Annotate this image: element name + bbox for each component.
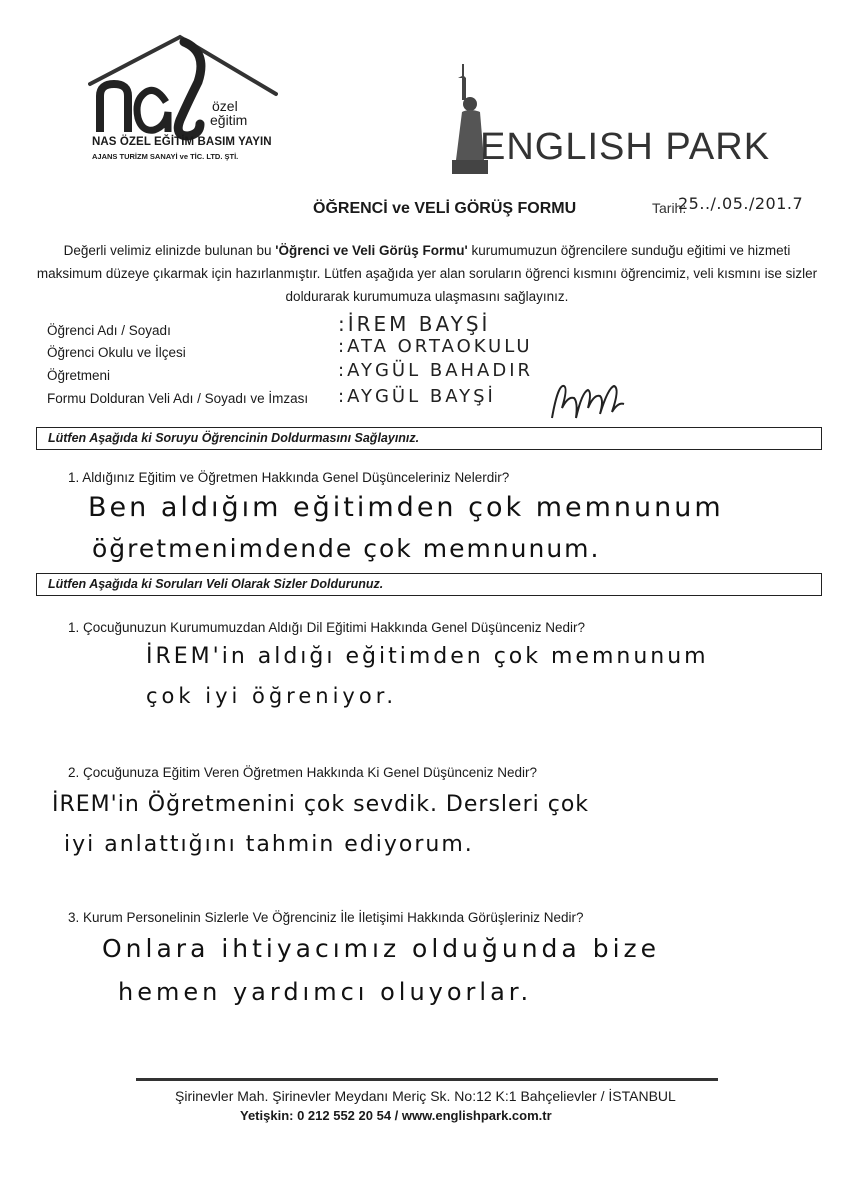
intro-paragraph (32, 239, 822, 308)
field-label-student-school: Öğrenci Okulu ve İlçesi (47, 345, 186, 360)
parent-answer-1-line-1: İREM'in aldığı eğitimden çok memnunum (146, 644, 709, 669)
date-value: 25../.05./201.7 (678, 194, 804, 213)
intro-form-name: 'Öğrenci ve Veli Görüş Formu' (275, 243, 468, 258)
nas-logo-egitim: eğitim (210, 112, 248, 128)
parent-signature (548, 378, 628, 426)
footer-address: Şirinevler Mah. Şirinevler Meydanı Meriç Sk. No:12 K:1 Bahçelievler / İSTANBUL (175, 1088, 676, 1104)
parent-answer-3-line-1: Onlara ihtiyacımız olduğunda bize (102, 934, 661, 963)
parent-question-1: 1. Çocuğunuzun Kurumumuzdan Aldığı Dil Eğitimi Hakkında Genel Düşünceniz Nedir? (68, 620, 586, 635)
parent-section-heading: Lütfen Aşağıda ki Soruları Veli Olarak Sizler Doldurunuz. (48, 577, 384, 591)
student-answer-1-line-2: öğretmenimdende çok memnunum. (92, 534, 601, 563)
parent-answer-1-line-2: çok iyi öğreniyor. (146, 684, 398, 708)
field-value-student-name: :İREM BAYŞİ (338, 312, 491, 336)
student-question-1: 1. Aldığınız Eğitim ve Öğretmen Hakkında Genel Düşünceleriniz Nelerdir? (68, 470, 510, 485)
parent-answer-3-line-2: hemen yardımcı oluyorlar. (118, 978, 533, 1006)
nas-company-name: NAS ÖZEL EĞİTİM BASIM YAYIN (92, 136, 272, 148)
field-label-parent: Formu Dolduran Veli Adı / Soyadı ve İmzası (47, 391, 309, 406)
field-value-student-school: :ATA ORTAOKULU (338, 336, 533, 357)
field-value-parent: :AYGÜL BAYŞİ (338, 386, 496, 407)
intro-text-a: Değerli velimiz elinizde bulunan bu (63, 243, 276, 258)
english-park-wordmark: ENGLISH PARK (480, 126, 771, 168)
field-label-student-name: Öğrenci Adı / Soyadı (47, 323, 171, 338)
student-answer-1-line-1: Ben aldığım eğitimden çok memnunum (88, 492, 724, 523)
parent-question-3: 3. Kurum Personelinin Sizlerle Ve Öğrenciniz İle İletişimi Hakkında Görüşleriniz Nedir? (68, 910, 584, 925)
parent-answer-2-line-2: iyi anlattığını tahmin ediyorum. (64, 832, 474, 857)
footer-contact: Yetişkin: 0 212 552 20 54 / www.englishpark.com.tr (240, 1108, 552, 1123)
student-section-heading: Lütfen Aşağıda ki Soruyu Öğrencinin Doldurmasını Sağlayınız. (48, 431, 420, 445)
intro-text-c: kurumumuzun öğrencilere sunduğu eğitimi ve hizmeti maksimum düzeye çıkarmak için hazırlanmıştır. Lütfen aşağıda yer alan soruların öğrenci kısmını öğrencimiz, veli kısmını ise sizler doldurarak kurumumuza ulaşmasını sağlayınız. (36, 243, 818, 304)
parent-question-2: 2. Çocuğunuza Eğitim Veren Öğretmen Hakkında Ki Genel Düşünceniz Nedir? (68, 765, 537, 780)
parent-answer-2-line-1: İREM'in Öğretmenini çok sevdik. Dersleri çok (52, 792, 590, 817)
form-title: ÖĞRENCİ ve VELİ GÖRÜŞ FORMU (313, 200, 577, 217)
field-value-teacher: :AYGÜL BAHADIR (338, 360, 534, 381)
nas-company-subline: AJANS TURİZM SANAYİ ve TİC. LTD. ŞTİ. (92, 152, 239, 161)
field-label-teacher: Öğretmeni (47, 368, 111, 383)
date-label: Tarih: (652, 200, 687, 216)
nas-logo-ozel: özel (212, 98, 238, 114)
footer-divider (136, 1078, 718, 1081)
